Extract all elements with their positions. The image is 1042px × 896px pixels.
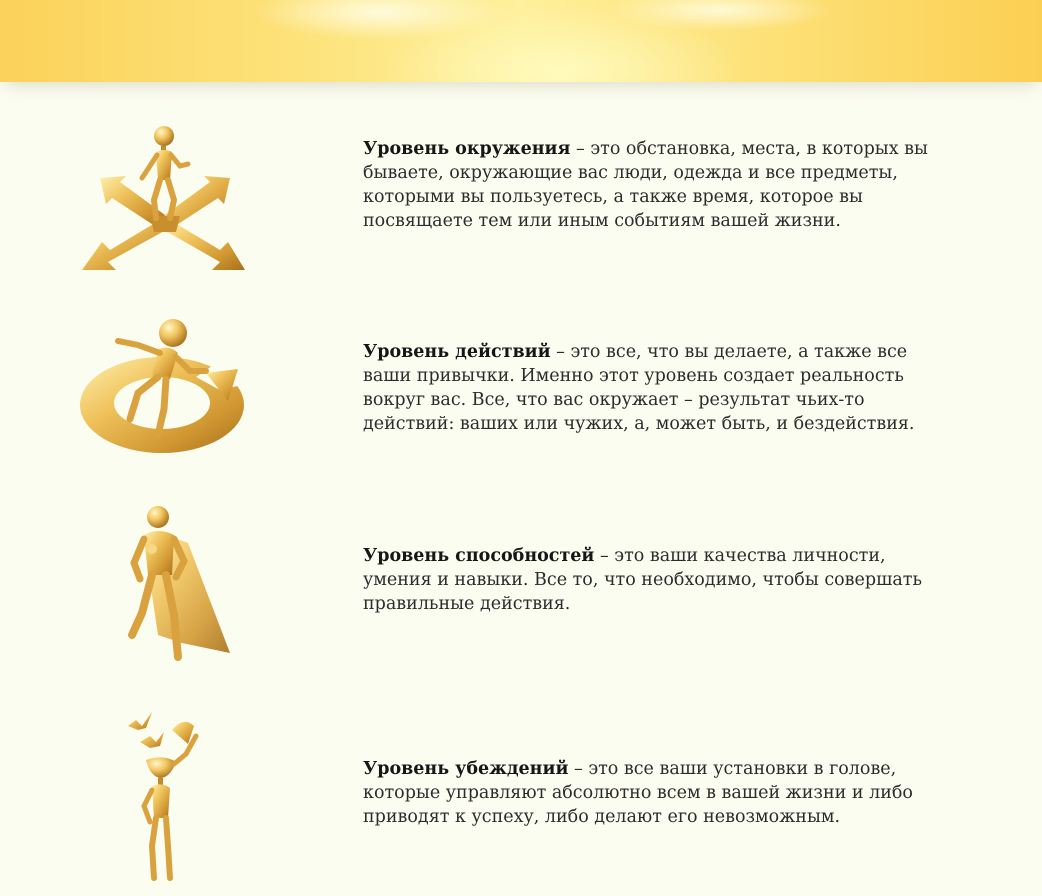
level-text: [363, 544, 933, 616]
level-term: Уровень убеждений: [363, 759, 569, 779]
level-term: Уровень способностей: [363, 546, 595, 566]
gold-figure-running-circular-arrow-icon: [78, 315, 253, 465]
level-term: Уровень действий: [363, 342, 551, 362]
gold-figure-on-crossroads-arrows-icon: [80, 120, 250, 275]
level-text: [363, 137, 933, 233]
level-definition: – это все, что вы делаете, а также все ваши привычки. Именно этот уровень создает реальность вокруг вас. Все, что вас окружает – результат чьих-то действий: ваших или чужих, а, может быть, и бездействия.: [363, 342, 915, 434]
sunlit-header-banner: [0, 0, 1042, 82]
gold-figure-open-head-birds-icon: [124, 706, 204, 884]
level-definition: – это ваши качества личности, умения и навыки. Все то, что необходимо, чтобы совершать правильные действия.: [363, 546, 922, 614]
level-text: [363, 340, 933, 436]
level-text: [363, 757, 933, 829]
gold-superhero-figure-icon: [122, 503, 237, 663]
level-term: Уровень окружения: [363, 139, 571, 159]
level-definition: – это обстановка, места, в которых вы бываете, окружающие вас люди, одежда и все предметы, которыми вы пользуетесь, а также время, которое вы посвящаете тем или иным событиям вашей жизни.: [363, 139, 928, 231]
level-definition: – это все ваши установки в голове, которые управляют абсолютно всем в вашей жизни и либо приводят к успеху, либо делают его невозможным.: [363, 759, 913, 827]
